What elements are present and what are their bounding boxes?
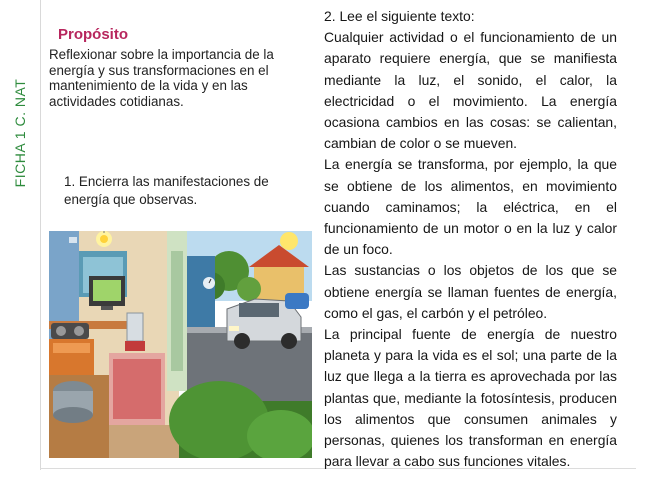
paragraph-1: Cualquier actividad o el funcionamiento de un aparato requiere energía, que se manifiesta mediante la luz, el sonido, el calor, la electricidad o el movimiento. La energía ocasiona cambios en las cosas: se calientan, cambian de color o se mueven. — [324, 29, 617, 152]
paragraph-2: La energía se transforma, por ejemplo, la que se obtiene de los alimentos, en movimiento cuando caminamos; la eléctrica, en el funcionamiento de un motor o en la luz y calor de un foco. — [324, 156, 617, 258]
stove-icon — [49, 375, 109, 458]
lamp-icon — [96, 231, 112, 247]
purpose-title: Propósito — [58, 26, 128, 43]
paragraph-4: La principal fuente de energía de nuestro planeta y para la vida es el sol; una parte de la luz que llega a la tierra es aprovechada por las plantas que, mediante la fotosíntesis, producen los alimentos que consumen animales y personas, quienes los transforman en energía para llevar a cabo sus funciones vitales. — [324, 326, 617, 470]
blender-icon — [125, 313, 145, 351]
reading-text — [324, 6, 617, 472]
side-label-text: FICHA 1 C. NAT — [12, 78, 28, 187]
tv-icon — [89, 276, 125, 310]
side-label — [6, 70, 34, 195]
energy-illustration — [49, 231, 312, 458]
exercise-1-instruction: 1. Encierra las manifestaciones de energía que observas. — [64, 174, 269, 207]
paragraph-3: Las sustancias o los objetos de los que se obtiene energía se llaman fuentes de energía, como el gas, el carbón y el petróleo. — [324, 262, 617, 321]
sun-icon — [280, 232, 298, 250]
left-divider — [40, 0, 41, 470]
clock-icon — [203, 277, 215, 289]
exercise-2-heading: 2. Lee el siguiente texto: — [324, 8, 475, 24]
radio-icon — [51, 323, 89, 339]
purpose-text: Reflexionar sobre la importancia de la energía y sus transformaciones en el mantenimiento de la vida y en las actividades cotidianas. — [49, 47, 274, 109]
